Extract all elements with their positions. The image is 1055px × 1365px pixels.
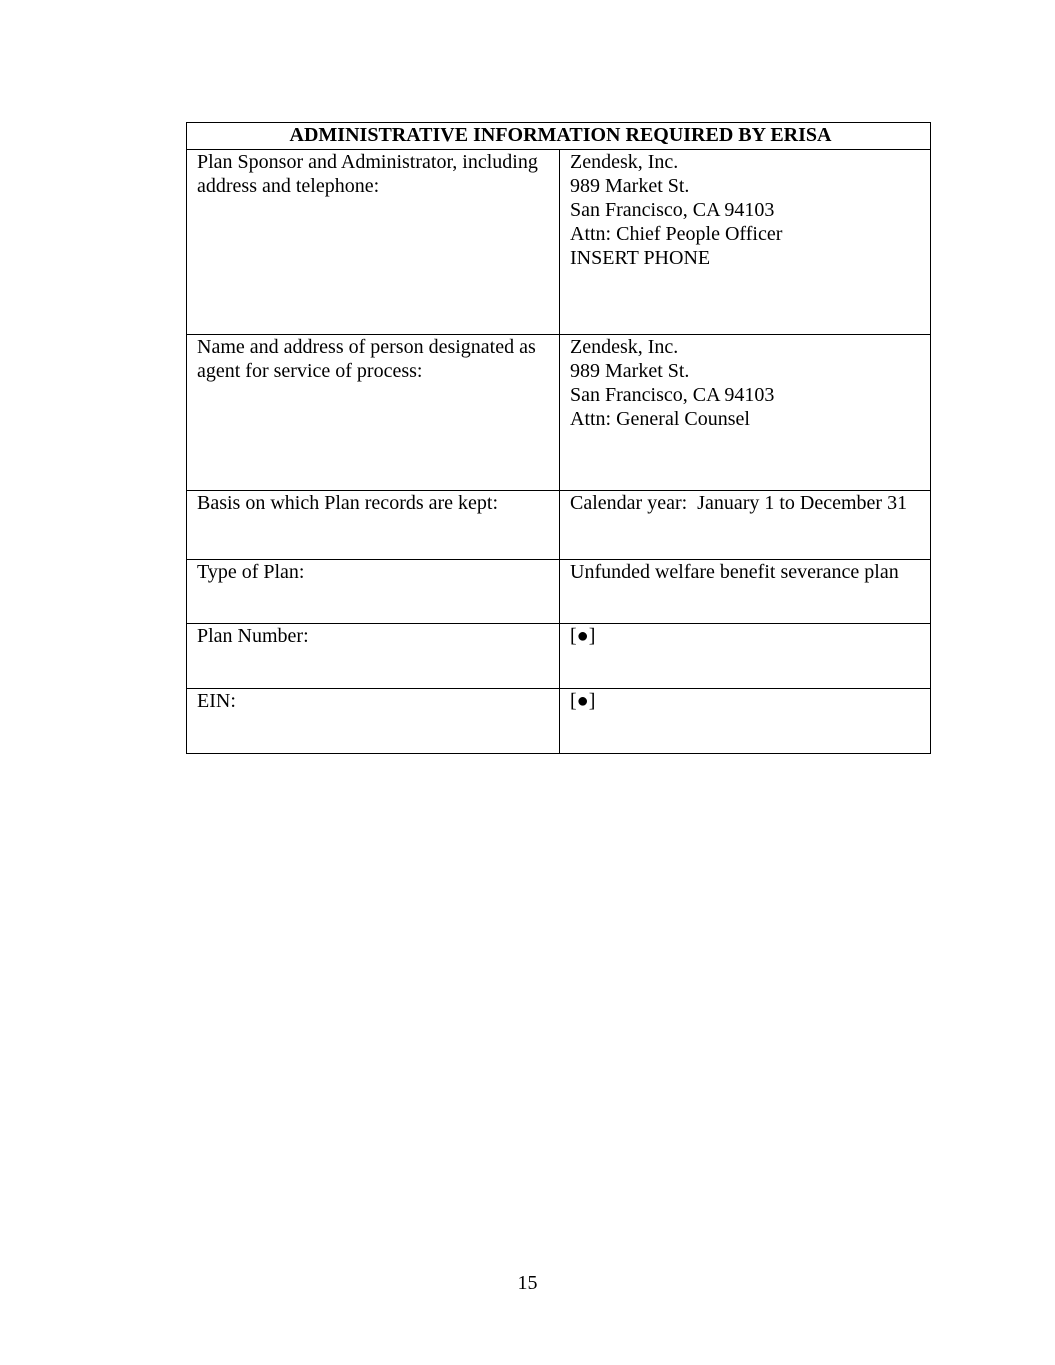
table-row bbox=[187, 335, 931, 491]
row-label-cell bbox=[187, 150, 560, 335]
row-value-cell bbox=[560, 335, 931, 491]
row-label-cell bbox=[187, 491, 560, 560]
table-row bbox=[187, 491, 931, 560]
row-label-cell bbox=[187, 624, 560, 689]
value-line: Zendesk, Inc. bbox=[570, 151, 679, 173]
value-line: Attn: Chief People Officer bbox=[570, 223, 783, 245]
value-line: Attn: General Counsel bbox=[570, 408, 750, 430]
table-row bbox=[187, 689, 931, 754]
value-line: 989 Market St. bbox=[570, 175, 690, 197]
value-line: 989 Market St. bbox=[570, 360, 690, 382]
row-label: Plan Number: bbox=[197, 625, 309, 647]
value-line: Calendar year: January 1 to December 31 bbox=[570, 492, 908, 514]
row-label: Type of Plan: bbox=[197, 561, 305, 583]
value-line: INSERT PHONE bbox=[570, 247, 711, 269]
row-value-cell bbox=[560, 150, 931, 335]
row-value-cell bbox=[560, 560, 931, 624]
value-line: San Francisco, CA 94103 bbox=[570, 384, 775, 406]
table-header-row bbox=[187, 123, 931, 150]
value-line: Zendesk, Inc. bbox=[570, 336, 679, 358]
value-line: [●] bbox=[570, 625, 596, 647]
row-label: Basis on which Plan records are kept: bbox=[197, 492, 499, 514]
row-label: EIN: bbox=[197, 690, 236, 712]
row-label-cell bbox=[187, 335, 560, 491]
value-line: Unfunded welfare benefit severance plan bbox=[570, 561, 899, 583]
row-label-cell bbox=[187, 689, 560, 754]
row-value-cell bbox=[560, 491, 931, 560]
erisa-admin-info-table bbox=[186, 122, 931, 754]
table-title: ADMINISTRATIVE INFORMATION REQUIRED BY ERISA bbox=[187, 123, 931, 150]
table-row bbox=[187, 150, 931, 335]
row-label: Name and address of person designated as agent for service of process: bbox=[197, 336, 541, 382]
table-row bbox=[187, 624, 931, 689]
row-label: Plan Sponsor and Administrator, including address and telephone: bbox=[197, 151, 543, 197]
value-line: San Francisco, CA 94103 bbox=[570, 199, 775, 221]
value-line: [●] bbox=[570, 690, 596, 712]
row-label-cell bbox=[187, 560, 560, 624]
row-value-cell bbox=[560, 624, 931, 689]
page-number: 15 bbox=[517, 1272, 538, 1294]
table-row bbox=[187, 560, 931, 624]
row-value-cell bbox=[560, 689, 931, 754]
